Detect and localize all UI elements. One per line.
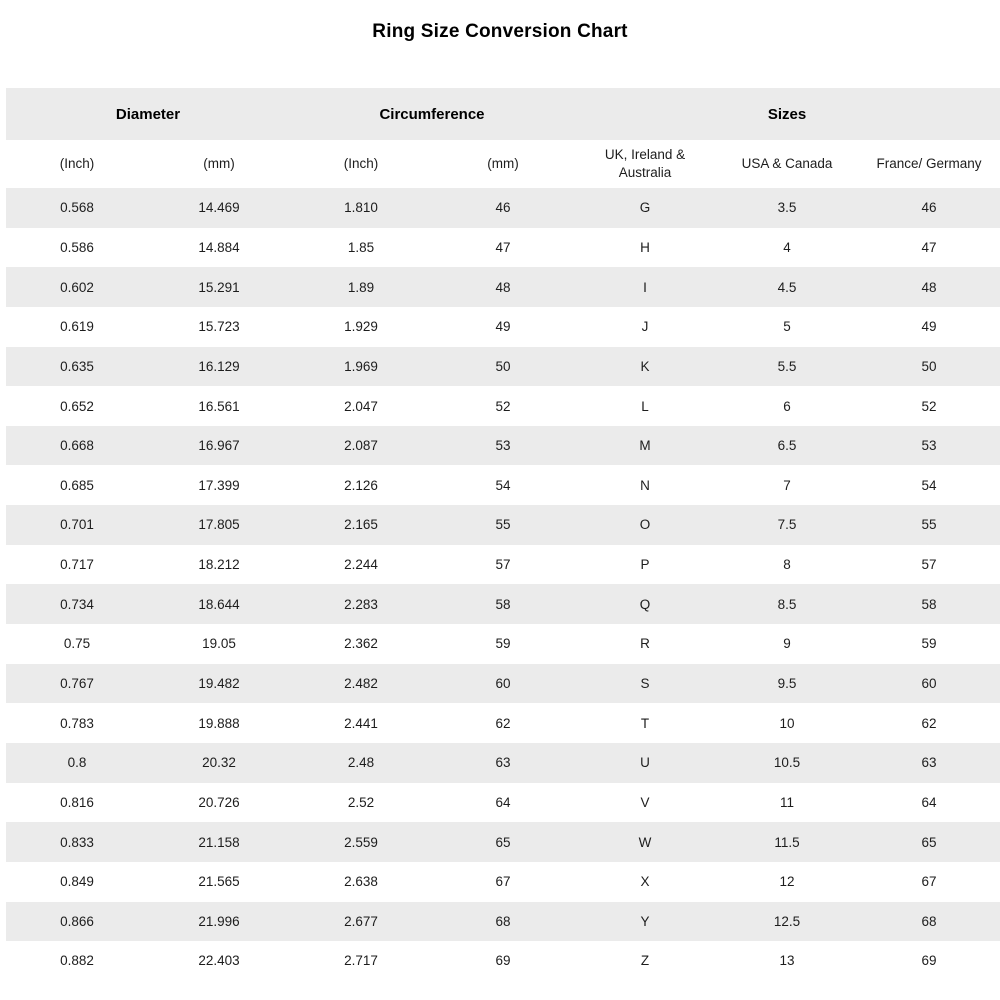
table-cell: 64	[432, 783, 574, 823]
table-cell: 4.5	[716, 267, 858, 307]
table-row	[6, 584, 1000, 624]
table-cell: 19.888	[148, 703, 290, 743]
table-row	[6, 307, 1000, 347]
group-header-row	[6, 88, 1000, 140]
table-cell: 0.8	[6, 743, 148, 783]
table-cell: 0.717	[6, 545, 148, 585]
column-header-row	[6, 140, 1000, 188]
table-cell: 18.644	[148, 584, 290, 624]
table-cell: 0.668	[6, 426, 148, 466]
table-cell: 2.482	[290, 664, 432, 704]
table-cell: 54	[432, 465, 574, 505]
table-cell: 19.482	[148, 664, 290, 704]
group-header-diameter: Diameter	[6, 88, 290, 140]
table-cell: 58	[432, 584, 574, 624]
table-cell: 65	[858, 822, 1000, 862]
table-cell: 0.602	[6, 267, 148, 307]
column-header-usa-canada: USA & Canada	[716, 140, 858, 188]
column-header-diameter-mm: (mm)	[148, 140, 290, 188]
table-cell: 20.32	[148, 743, 290, 783]
table-cell: 2.362	[290, 624, 432, 664]
table-cell: 67	[432, 862, 574, 902]
table-cell: 1.810	[290, 188, 432, 228]
table-cell: 50	[432, 347, 574, 387]
table-cell: 2.717	[290, 941, 432, 981]
table-row	[6, 347, 1000, 387]
table-cell: 46	[858, 188, 1000, 228]
table-cell: 2.165	[290, 505, 432, 545]
page-title: Ring Size Conversion Chart	[372, 21, 628, 42]
table-cell: 14.469	[148, 188, 290, 228]
table-cell: 63	[858, 743, 1000, 783]
table-cell: 7	[716, 465, 858, 505]
table-cell: 58	[858, 584, 1000, 624]
table-cell: 15.291	[148, 267, 290, 307]
table-cell: 6	[716, 386, 858, 426]
table-cell: 11.5	[716, 822, 858, 862]
table-cell: 2.441	[290, 703, 432, 743]
table-cell: O	[574, 505, 716, 545]
table-cell: 0.75	[6, 624, 148, 664]
table-cell: T	[574, 703, 716, 743]
table-cell: 22.403	[148, 941, 290, 981]
table-cell: M	[574, 426, 716, 466]
table-cell: 62	[432, 703, 574, 743]
table-cell: 2.047	[290, 386, 432, 426]
table-cell: 5.5	[716, 347, 858, 387]
table-cell: 0.783	[6, 703, 148, 743]
table-cell: 0.849	[6, 862, 148, 902]
table-cell: 4	[716, 228, 858, 268]
table-cell: 0.816	[6, 783, 148, 823]
table-cell: 14.884	[148, 228, 290, 268]
ring-size-table	[6, 88, 1000, 981]
table-cell: 59	[858, 624, 1000, 664]
table-row	[6, 267, 1000, 307]
table-cell: 53	[432, 426, 574, 466]
table-row	[6, 426, 1000, 466]
table-cell: P	[574, 545, 716, 585]
table-cell: K	[574, 347, 716, 387]
table-cell: W	[574, 822, 716, 862]
table-cell: 57	[858, 545, 1000, 585]
table-cell: 55	[858, 505, 1000, 545]
column-header-uk-ireland-australia: UK, Ireland & Australia	[574, 140, 716, 188]
table-cell: 1.85	[290, 228, 432, 268]
table-cell: 59	[432, 624, 574, 664]
table-cell: 0.767	[6, 664, 148, 704]
table-cell: 21.158	[148, 822, 290, 862]
table-cell: Y	[574, 902, 716, 942]
table-cell: 52	[432, 386, 574, 426]
table-cell: 6.5	[716, 426, 858, 466]
table-cell: 8	[716, 545, 858, 585]
table-cell: 7.5	[716, 505, 858, 545]
table-row	[6, 743, 1000, 783]
table-cell: 15.723	[148, 307, 290, 347]
table-cell: 67	[858, 862, 1000, 902]
table-cell: 21.996	[148, 902, 290, 942]
table-cell: L	[574, 386, 716, 426]
table-cell: 60	[858, 664, 1000, 704]
table-cell: 63	[432, 743, 574, 783]
table-cell: 5	[716, 307, 858, 347]
table-cell: 2.283	[290, 584, 432, 624]
table-row	[6, 386, 1000, 426]
table-cell: 53	[858, 426, 1000, 466]
table-row	[6, 545, 1000, 585]
table-cell: H	[574, 228, 716, 268]
table-row	[6, 941, 1000, 981]
table-cell: 2.559	[290, 822, 432, 862]
table-cell: 0.833	[6, 822, 148, 862]
ring-size-table-container	[6, 88, 1000, 981]
table-cell: 0.685	[6, 465, 148, 505]
table-cell: 13	[716, 941, 858, 981]
table-cell: I	[574, 267, 716, 307]
table-cell: 12.5	[716, 902, 858, 942]
table-cell: 2.638	[290, 862, 432, 902]
table-cell: Q	[574, 584, 716, 624]
table-row	[6, 624, 1000, 664]
table-cell: 65	[432, 822, 574, 862]
table-cell: R	[574, 624, 716, 664]
table-cell: 0.586	[6, 228, 148, 268]
column-header-circumference-mm: (mm)	[432, 140, 574, 188]
table-cell: 46	[432, 188, 574, 228]
table-cell: X	[574, 862, 716, 902]
table-cell: 0.568	[6, 188, 148, 228]
table-cell: 2.087	[290, 426, 432, 466]
table-cell: 69	[432, 941, 574, 981]
table-cell: 47	[432, 228, 574, 268]
table-cell: 0.652	[6, 386, 148, 426]
table-cell: 12	[716, 862, 858, 902]
table-cell: 11	[716, 783, 858, 823]
table-cell: 16.967	[148, 426, 290, 466]
table-cell: 1.929	[290, 307, 432, 347]
table-row	[6, 862, 1000, 902]
table-cell: 0.701	[6, 505, 148, 545]
table-cell: 50	[858, 347, 1000, 387]
table-row	[6, 505, 1000, 545]
table-cell: 69	[858, 941, 1000, 981]
table-cell: 9	[716, 624, 858, 664]
table-cell: 19.05	[148, 624, 290, 664]
table-cell: 17.399	[148, 465, 290, 505]
table-cell: 0.734	[6, 584, 148, 624]
table-cell: 48	[858, 267, 1000, 307]
table-cell: 2.244	[290, 545, 432, 585]
table-cell: 3.5	[716, 188, 858, 228]
table-cell: 10.5	[716, 743, 858, 783]
group-header-circumference: Circumference	[290, 88, 574, 140]
table-cell: 2.48	[290, 743, 432, 783]
table-cell: 16.129	[148, 347, 290, 387]
table-row	[6, 902, 1000, 942]
table-row	[6, 822, 1000, 862]
table-cell: 2.126	[290, 465, 432, 505]
table-cell: 10	[716, 703, 858, 743]
table-cell: 60	[432, 664, 574, 704]
table-cell: 48	[432, 267, 574, 307]
table-body	[6, 188, 1000, 981]
table-cell: 8.5	[716, 584, 858, 624]
table-cell: N	[574, 465, 716, 505]
table-cell: V	[574, 783, 716, 823]
table-row	[6, 783, 1000, 823]
table-cell: 2.52	[290, 783, 432, 823]
table-cell: 0.619	[6, 307, 148, 347]
table-cell: 21.565	[148, 862, 290, 902]
table-cell: 2.677	[290, 902, 432, 942]
table-cell: 47	[858, 228, 1000, 268]
table-cell: 57	[432, 545, 574, 585]
table-cell: 20.726	[148, 783, 290, 823]
table-cell: 9.5	[716, 664, 858, 704]
column-header-france-germany: France/ Germany	[858, 140, 1000, 188]
table-cell: U	[574, 743, 716, 783]
table-cell: 0.866	[6, 902, 148, 942]
table-cell: J	[574, 307, 716, 347]
table-cell: 68	[432, 902, 574, 942]
table-row	[6, 228, 1000, 268]
table-cell: 1.89	[290, 267, 432, 307]
table-cell: 52	[858, 386, 1000, 426]
table-cell: 49	[432, 307, 574, 347]
table-cell: 18.212	[148, 545, 290, 585]
table-row	[6, 703, 1000, 743]
table-cell: 64	[858, 783, 1000, 823]
table-row	[6, 664, 1000, 704]
table-cell: 0.882	[6, 941, 148, 981]
column-header-diameter-inch: (Inch)	[6, 140, 148, 188]
table-row	[6, 465, 1000, 505]
table-cell: 16.561	[148, 386, 290, 426]
table-cell: Z	[574, 941, 716, 981]
table-cell: 68	[858, 902, 1000, 942]
table-cell: 49	[858, 307, 1000, 347]
column-header-circumference-inch: (Inch)	[290, 140, 432, 188]
table-cell: G	[574, 188, 716, 228]
table-cell: S	[574, 664, 716, 704]
table-cell: 62	[858, 703, 1000, 743]
table-cell: 17.805	[148, 505, 290, 545]
group-header-sizes: Sizes	[574, 88, 1000, 140]
table-cell: 55	[432, 505, 574, 545]
table-cell: 0.635	[6, 347, 148, 387]
table-row	[6, 188, 1000, 228]
table-cell: 1.969	[290, 347, 432, 387]
table-cell: 54	[858, 465, 1000, 505]
